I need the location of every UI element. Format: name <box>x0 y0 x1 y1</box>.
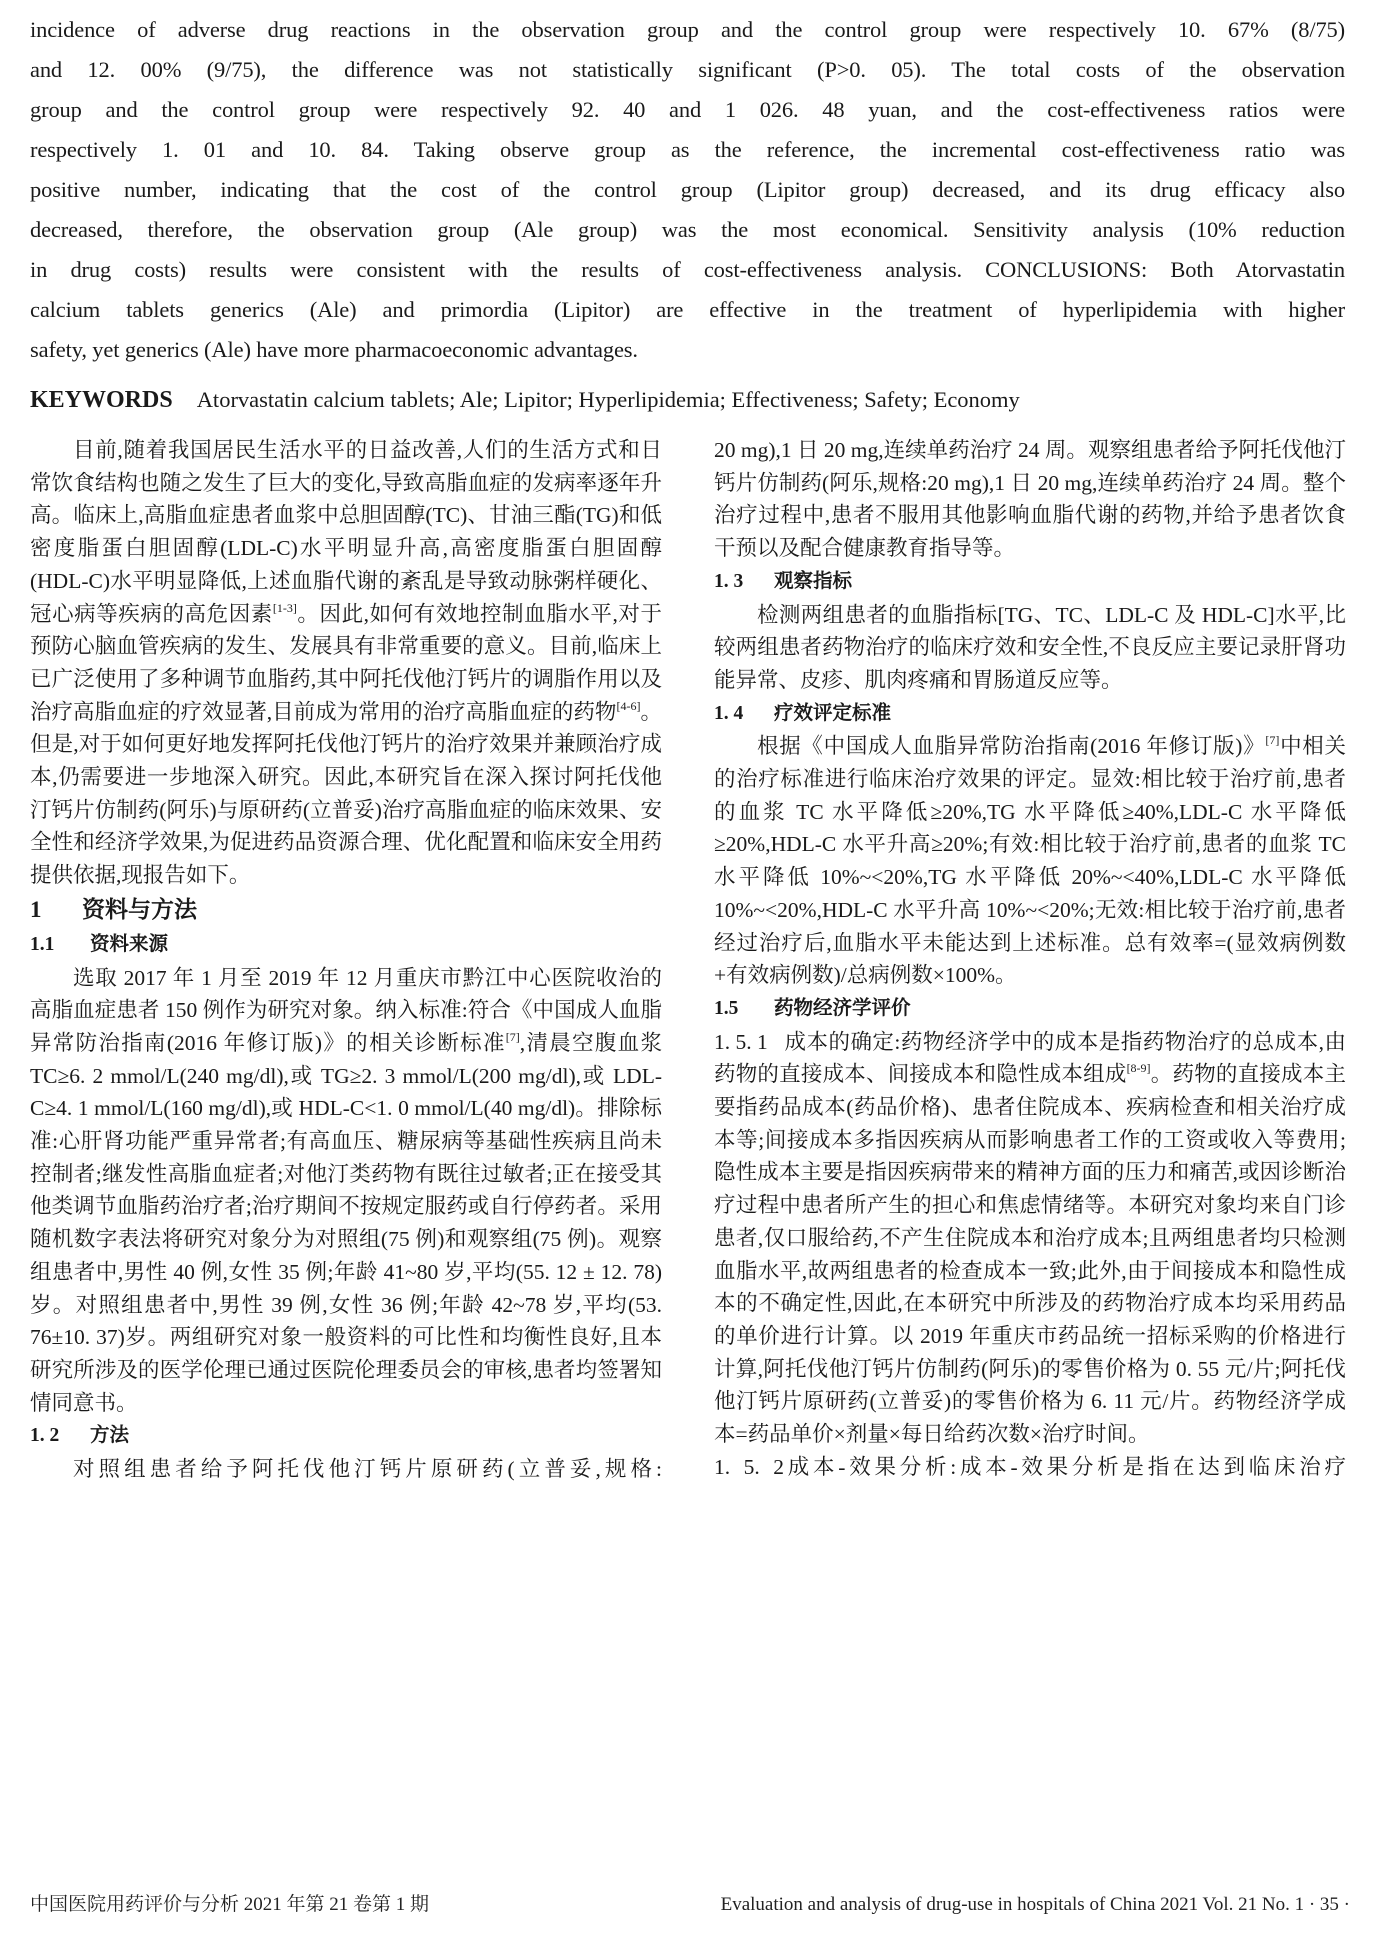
keywords-label: KEYWORDS <box>30 387 173 413</box>
paragraph-text: 根据《中国成人血脂异常防治指南(2016 年修订版)》 <box>757 734 1266 759</box>
section-heading-1-3 <box>714 565 1346 599</box>
paragraph-1-5-1 <box>714 1026 1346 1451</box>
citation: [4-6] <box>616 698 641 713</box>
section-heading-1-4 <box>714 697 1346 731</box>
section-number: 1 <box>30 896 42 922</box>
section-title: 资料来源 <box>90 931 169 955</box>
section-number: 1. 3 <box>714 570 744 592</box>
paragraph-1-5-2 <box>714 1451 1346 1484</box>
abstract-line: safety, yet generics (Ale) have more pharmacoeconomic advantages. <box>30 337 638 362</box>
intro-text: 。但是,对于如何更好地发挥阿托伐他汀钙片的治疗效果并兼顾治疗成本,仍需要进一步地深入研究。因此,本研究旨在深入探讨阿托伐他汀钙片仿制药(阿乐)与原研药(立普妥)治疗高脂血症的临床效果、安全性和经济学效果,为促进药品资源合理、优化配置和临床安全用药提供依据,现报告如下。 <box>30 699 662 888</box>
section-title: 观察指标 <box>774 568 853 592</box>
section-title: 疗效评定标准 <box>774 700 892 724</box>
section-heading-1 <box>30 892 662 928</box>
abstract-line: and 12. 00% (9/75), the difference was not statistically significant (P>0. 05). The total costs of the observation <box>30 57 1345 82</box>
paragraph-1-4 <box>714 730 1346 992</box>
paragraph-text: 中相关的治疗标准进行临床治疗效果的评定。显效:相比较于治疗前,患者的血浆 TC 水平降低≥20%,TG 水平降低≥40%,LDL-C 水平降低≥20%,HDL-C 水平升高≥20%;有效:相比较于治疗前,患者的血浆 TC 水平降低 10%~<20%,TG 水平降低 20%~<40%,LDL-C 水平降低 10%~<20%,HDL-C 水平升高 10%~<20%;无效:相比较于治疗前,患者经过治疗后,血脂水平未能达到上述标准。总有效率=(显效病例数+有效病例数)/总病例数×100%。 <box>714 734 1346 988</box>
section-heading-1-2 <box>30 1419 662 1453</box>
keywords-text: Atorvastatin calcium tablets; Ale; Lipitor; Hyperlipidemia; Effectiveness; Safety; Economy <box>196 387 1020 412</box>
page-footer <box>30 1890 1350 1920</box>
paragraph-1-2-continued: 20 mg),1 日 20 mg,连续单药治疗 24 周。观察组患者给予阿托伐他汀钙片仿制药(阿乐,规格:20 mg),1 日 20 mg,连续单药治疗 24 周。整个治疗过程中,患者不服用其他影响血脂代谢的药物,并给予患者饮食干预以及配合健康教育指导等。 <box>714 438 1346 561</box>
subsection-number: 1. 5. 1 <box>714 1029 768 1054</box>
intro-text: 。因此,如何有效地控制血脂水平,对于预防心脑血管疾病的发生、发展具有非常重要的意义。目前,临床上已广泛使用了多种调节血脂药,其中阿托伐他汀钙片的调脂作用以及治疗高脂血症的疗效显著,目前成为常用的治疗高脂血症的药物 <box>30 601 662 724</box>
citation: [8-9] <box>1126 1061 1151 1076</box>
section-number: 1. 2 <box>30 1425 60 1447</box>
english-abstract <box>30 10 1345 370</box>
intro-text: 目前,随着我国居民生活水平的日益改善,人们的生活方式和日常饮食结构也随之发生了巨大的变化,导致高脂血症的发病率逐年升高。临床上,高脂血症患者血浆中总胆固醇(TC)、甘油三酯(TG)和低密度脂蛋白胆固醇(LDL-C)水平明显升高,高密度脂蛋白胆固醇(HDL-C)水平明显降低,上述血脂代谢的紊乱是导致动脉粥样硬化、冠心病等疾病的高危因素 <box>30 438 662 626</box>
journal-name-cn: 中国医院用药评价与分析 2021 年第 21 卷第 1 期 <box>30 1894 430 1915</box>
journal-name-en-page-number: Evaluation and analysis of drug-use in hospitals of China 2021 Vol. 21 No. 1 · 35 · <box>720 1894 1350 1915</box>
paragraph-text: 选取 2017 年 1 月至 2019 年 12 月重庆市黔江中心医院收治的高脂血症患者 150 例作为研究对象。纳入标准:符合《中国成人血脂异常防治指南(2016 年修订版)》的相关诊断标准 <box>30 965 662 1055</box>
abstract-line: calcium tablets generics (Ale) and primordia (Lipitor) are effective in the treatment of hyperlipidemia with higher <box>30 297 1345 322</box>
abstract-line: positive number, indicating that the cost of the control group (Lipitor group) decreased, and its drug efficacy also <box>30 177 1345 202</box>
section-title: 药物经济学评价 <box>774 995 911 1019</box>
subsection-number: 1. 5. 2 <box>714 1454 784 1479</box>
section-heading-1-5 <box>714 992 1346 1026</box>
paragraph-text: 成本的确定:药物经济学中的成本是指药物治疗的总成本,由药物的直接成本、间接成本和隐性成本组成 <box>714 1029 1346 1087</box>
section-number: 1.1 <box>30 933 55 955</box>
paragraph-1-1 <box>30 962 662 1420</box>
left-column <box>30 434 662 1486</box>
paragraph-text: ,清晨空腹血浆 TC≥6. 2 mmol/L(240 mg/dl),或 TG≥2. 3 mmol/L(200 mg/dl),或 LDL-C≥4. 1 mmol/L(160 mg/dl),或 HDL-C<1. 0 mmol/L(40 mg/dl)。排除标准:心肝肾功能严重异常者;有高血压、糖尿病等基础性疾病且尚未控制者;继发性高脂血症者;对他汀类药物有既往过敏者;正在接受其他类调节血脂药治疗者;治疗期间不按规定服药或自行停药者。采用随机数字表法将研究对象分为对照组(75 例)和观察组(75 例)。观察组患者中,男性 40 例,女性 35 例;年龄 41~80 岁,平均(55. 12 ± 12. 78)岁。对照组患者中,男性 39 例,女性 36 例;年龄 42~78 岁,平均(53. 76±10. 37)岁。两组研究对象一般资料的可比性和均衡性良好,且本研究所涉及的医学伦理已通过医院伦理委员会的审核,患者均签署知情同意书。 <box>30 1030 662 1415</box>
abstract-line: respectively 1. 01 and 10. 84. Taking observe group as the reference, the incremental cost-effectiveness ratio was <box>30 137 1345 162</box>
section-title: 方法 <box>90 1423 130 1447</box>
paragraph-1-3: 检测两组患者的血脂指标[TG、TC、LDL-C 及 HDL-C]水平,比较两组患者药物治疗的临床疗效和安全性,不良反应主要记录肝肾功能异常、皮疹、肌肉疼痛和胃肠道反应等。 <box>714 602 1346 692</box>
right-column <box>714 434 1346 1484</box>
section-number: 1. 4 <box>714 702 744 724</box>
citation: [1-3] <box>272 600 297 615</box>
citation: [7] <box>1265 733 1280 748</box>
paragraph-text: 成本-效果分析:成本-效果分析是指在达到临床治疗 <box>784 1454 1346 1479</box>
section-heading-1-1 <box>30 928 662 962</box>
citation: [7] <box>505 1029 520 1044</box>
abstract-line: in drug costs) results were consistent with the results of cost-effectiveness analysis. CONCLUSIONS: Both Atorvastatin <box>30 257 1345 282</box>
intro-paragraph <box>30 434 662 892</box>
abstract-line: decreased, therefore, the observation group (Ale group) was the most economical. Sensitivity analysis (10% reduction <box>30 217 1345 242</box>
abstract-line: group and the control group were respectively 92. 40 and 1 026. 48 yuan, and the cost-effectiveness ratios were <box>30 97 1345 122</box>
abstract-line: incidence of adverse drug reactions in the observation group and the control group were respectively 10. 67% (8/75) <box>30 17 1345 42</box>
paragraph-text: 。药物的直接成本主要指药品成本(药品价格)、患者住院成本、疾病检查和相关治疗成本等;间接成本多指因疾病从而影响患者工作的工资或收入等费用;隐性成本主要是指因疾病带来的精神方面的压力和痛苦,或因诊断治疗过程中患者所产生的担心和焦虑情绪等。本研究对象均来自门诊患者,仅口服给药,不产生住院成本和治疗成本;且两组患者均只检测血脂水平,故两组患者的检查成本一致;此外,由于间接成本和隐性成本的不确定性,因此,在本研究中所涉及的药物治疗成本均采用药品的单价进行计算。以 2019 年重庆市药品统一招标采购的价格进行计算,阿托伐他汀钙片仿制药(阿乐)的零售价格为 0. 55 元/片;阿托伐他汀钙片原研药(立普妥)的零售价格为 6. 11 元/片。药物经济学成本=药品单价×剂量×每日给药次数×治疗时间。 <box>714 1062 1346 1447</box>
keywords-line <box>30 380 1345 420</box>
section-title: 资料与方法 <box>82 896 197 923</box>
section-number: 1.5 <box>714 997 739 1019</box>
paragraph-1-2-start: 对照组患者给予阿托伐他汀钙片原研药(立普妥,规格: <box>73 1457 662 1482</box>
